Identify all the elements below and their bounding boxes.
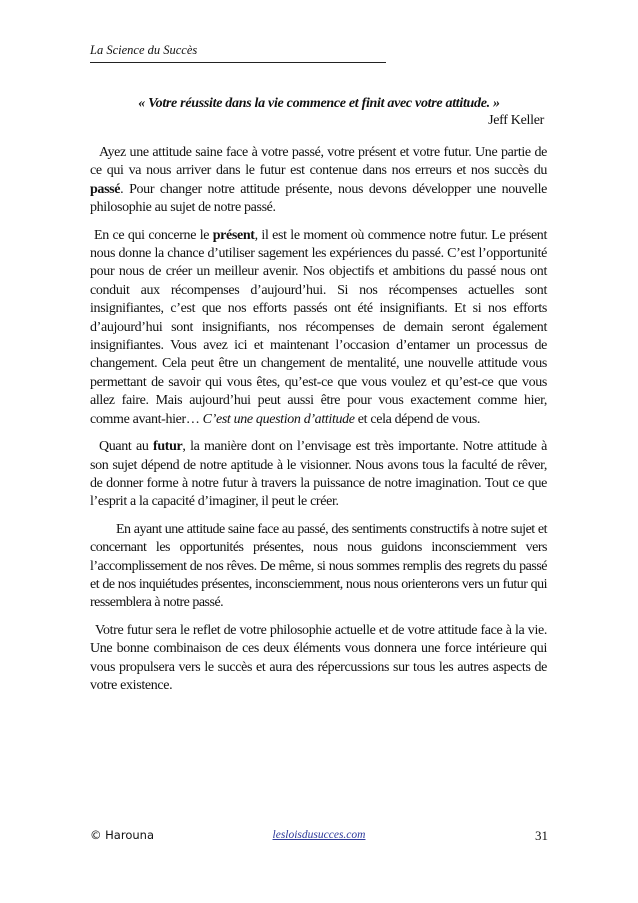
paragraph-text: Ayez une attitude saine face à votre passé, votre présent et votre futur. Une partie de ce qui va nous arriver dans le futur est contenue dans nos erreurs et nos succès du — [90, 145, 547, 179]
paragraph-text: En ayant une attitude saine face au passé, des sentiments constructifs à notre sujet et concernant les opportunités présentes, nous nous guidons inconsciemment vers l’accomplissement de nos rêves. De même, si nous sommes remplis des regrets du passé et de nos inquiétudes présentes, inconsciemment, nous nous orienterons vers un futur qui ressemblera à notre passé. — [90, 521, 547, 611]
header-title: La Science du Succès — [90, 43, 198, 57]
paragraph-text: Quant au — [99, 439, 154, 455]
paragraph-present — [90, 227, 547, 429]
footer-author: © Harouna — [90, 828, 154, 842]
paragraph-future — [90, 438, 547, 512]
paragraph-conclusion — [90, 622, 547, 696]
paragraph-text: Votre futur sera le reflet de votre philosophie actuelle et de votre attitude face à la vie. Une bonne combinaison de ces deux éléments vous donnera une force intérieure qui vous propulsera vers le succès et aura des répercussions sur tous les autres aspects de votre existence. — [90, 622, 547, 693]
paragraph-text: , la manière dont on l’envisage est très importante. Notre attitude à son sujet dépend de notre aptitude à le visionner. Nous avons tous la faculté de rêver, de donner forme à notre futur à travers la puissance de notre imagination. Tout ce que l’esprit a la capacité d’imaginer, il peut le créer. — [90, 439, 547, 510]
body-text — [90, 144, 547, 704]
paragraph-text: En ce qui concerne le — [94, 227, 213, 243]
paragraph-past — [90, 144, 547, 218]
epigraph-quote: « Votre réussite dans la vie commence et finit avec votre attitude. » — [138, 96, 500, 111]
epigraph-author: Jeff Keller — [488, 113, 544, 128]
keyword-futur: futur — [153, 439, 183, 455]
paragraph-text: et cela dépend de vous. — [354, 411, 480, 427]
paragraph-attitude — [90, 521, 547, 613]
keyword-passe: passé — [90, 181, 121, 197]
page-header — [90, 40, 386, 63]
page-number: 31 — [535, 828, 548, 843]
paragraph-text: , il est le moment où commence notre futur. Le présent nous donne la chance d’utiliser sagement les expériences du passé. C’est l’opportunité pour nous de créer un meilleur avenir. Nos objectifs et ambitions du passé nous ont conduit aux récompenses d’aujourd’hui. Si nos récompenses actuelles sont insignifiantes, c’est que nos efforts passés ont été insignifiants. Et si nos efforts d’aujourd’hui sont insignifiants, nos récompenses de demain seront également insignifiantes. Vous avez ici et maintenant l’occasion d’entamer un processus de changement. Cela peut être un changement de mentalité, une nouvelle attitude vous permettant de savoir qui vous êtes, qu’est-ce que vous voulez et qu’est-ce que vous allez faire. Mais aujourd’hui peut aussi être pour vous exactement comme hier, comme avant-hier… — [90, 227, 547, 427]
paragraph-text: . Pour changer notre attitude présente, nous devons développer une nouvelle philosophie au sujet de notre passé. — [90, 181, 547, 216]
keyword-present: présent — [212, 227, 255, 243]
footer-website-link[interactable]: lesloisdusucces.com — [272, 829, 366, 841]
emphasis-attitude: C’est une question d’attitude — [202, 411, 355, 427]
